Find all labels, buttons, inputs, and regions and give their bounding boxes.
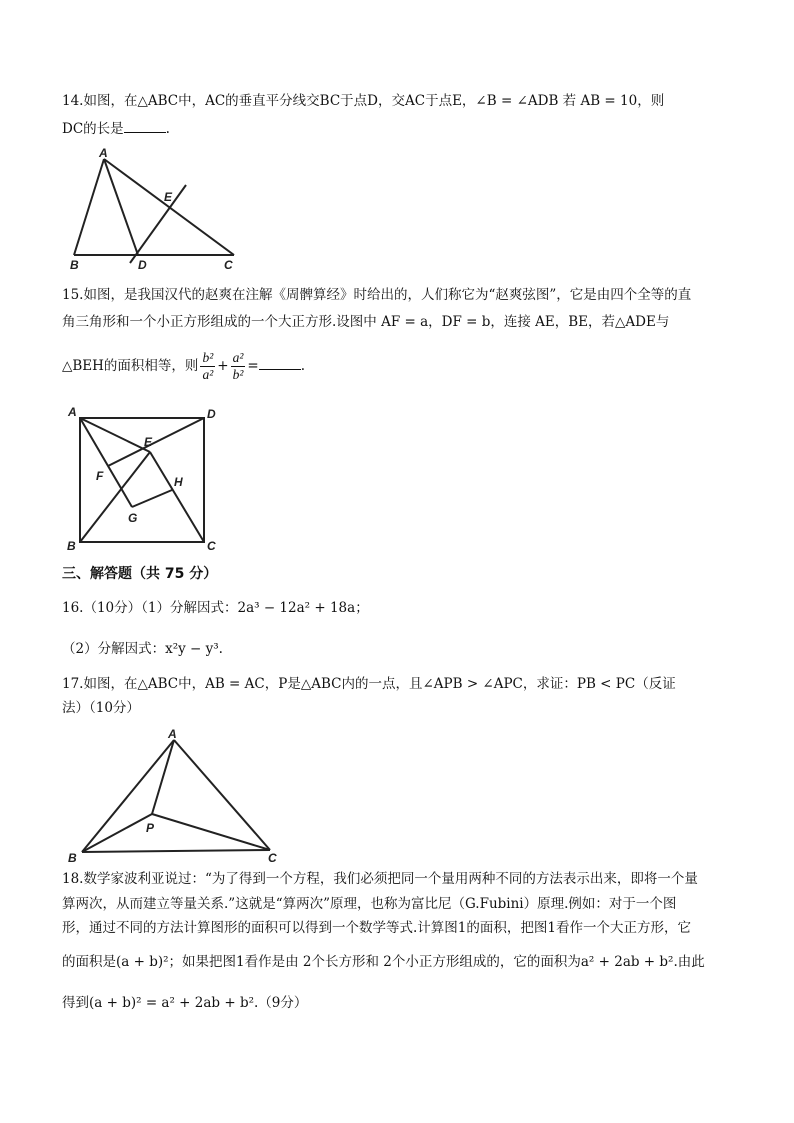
q15-line1: 15.如图，是我国汉代的赵爽在注解《周髀算经》时给出的，人们称它为“赵爽弦图”，它是由四个全等的直 xyxy=(62,287,692,303)
q17-line2: 法）（10分） xyxy=(62,700,140,716)
segment-g-h xyxy=(132,490,172,507)
label-d: D xyxy=(207,407,216,421)
label-a: A xyxy=(68,405,77,419)
q16-line2: （2）分解因式：x²y − y³. xyxy=(62,641,223,657)
q18-line2: 算两次，从而建立等量关系.”这就是“算两次”原理，也称为富比尼（G.Fubini）原理.例如：对于一个图 xyxy=(62,896,677,912)
answer-blank xyxy=(259,355,301,370)
answer-blank xyxy=(124,118,166,133)
fraction1-denominator: a² xyxy=(202,367,214,382)
label-d: D xyxy=(138,258,147,272)
segment-b-e xyxy=(80,452,150,542)
fraction2-denominator: b² xyxy=(232,367,244,382)
segment-ab xyxy=(74,159,104,255)
q15-line2: 角三角形和一个小正方形组成的一个大正方形.设图中 AF = a，DF = b，连接 AE，BE，若△ADE与 xyxy=(62,314,670,330)
q15-line3-end: . xyxy=(300,358,305,374)
section-title: 三、解答题（共 75 分） xyxy=(62,566,218,582)
segment-ab xyxy=(82,740,174,852)
label-g: G xyxy=(128,511,138,525)
q14-line1: 14.如图，在△ABC中，AC的垂直平分线交BC于点D，交AC于点E，∠B = ∠ADB 若 AB = 10，则 xyxy=(62,93,665,109)
segment-c-h xyxy=(150,452,204,542)
segment-d-f xyxy=(108,418,204,466)
label-b: B xyxy=(67,539,76,552)
label-b: B xyxy=(70,258,79,272)
segment-ad xyxy=(104,159,138,255)
label-e: E xyxy=(144,435,153,449)
fraction2-numerator: a² xyxy=(232,350,244,365)
label-p: P xyxy=(146,821,155,835)
equals-sign: = xyxy=(247,358,259,374)
label-e: E xyxy=(164,190,173,204)
q15-line3-pre: △BEH的面积相等，则 xyxy=(62,358,199,374)
label-f: F xyxy=(96,469,104,483)
label-a: A xyxy=(168,727,177,741)
q18-line5: 得到(a + b)² = a² + 2ab + b².（9分） xyxy=(62,995,308,1011)
fraction-b2-over-a2 xyxy=(200,350,215,383)
q17-figure xyxy=(64,724,294,866)
label-a: A xyxy=(99,146,108,160)
segment-bc xyxy=(82,850,270,852)
perpendicular-bisector xyxy=(130,185,186,263)
q18-line3: 形，通过不同的方法计算图形的面积可以得到一个数学等式.计算图1的面积，把图1看作一个大正方形，它 xyxy=(62,920,691,936)
label-c: C xyxy=(207,539,216,552)
label-h: H xyxy=(174,475,183,489)
fraction1-numerator: b² xyxy=(202,350,214,365)
q17-line1: 17.如图，在△ABC中，AB = AC，P是△ABC内的一点，且∠APB > ∠APC，求证：PB < PC（反证 xyxy=(62,676,676,692)
q15-figure xyxy=(64,404,224,552)
label-c: C xyxy=(224,258,233,272)
q18-line4: 的面积是(a + b)²；如果把图1看作是由 2个长方形和 2个小正方形组成的，它的面积为a² + 2ab + b².由此 xyxy=(62,954,705,970)
segment-cp xyxy=(152,814,270,850)
fraction-a2-over-b2 xyxy=(231,350,246,383)
label-b: B xyxy=(68,851,77,865)
segment-ap xyxy=(152,740,174,814)
q16-line1: 16.（10分）（1）分解因式：2a³ − 12a² + 18a； xyxy=(62,600,369,616)
q14-figure xyxy=(66,145,246,275)
q15-line3 xyxy=(62,346,305,386)
segment-ac xyxy=(174,740,270,850)
segment-bp xyxy=(82,814,152,852)
q14-line2-text: DC的长是 xyxy=(62,121,124,137)
q14-line2-end: . xyxy=(165,121,170,137)
plus-sign: + xyxy=(217,358,229,374)
label-c: C xyxy=(268,851,277,865)
q18-line1: 18.数学家波利亚说过：“为了得到一个方程，我们必须把同一个量用两种不同的方法表示出来，即将一个量 xyxy=(62,871,698,887)
q14-line2 xyxy=(62,118,170,139)
